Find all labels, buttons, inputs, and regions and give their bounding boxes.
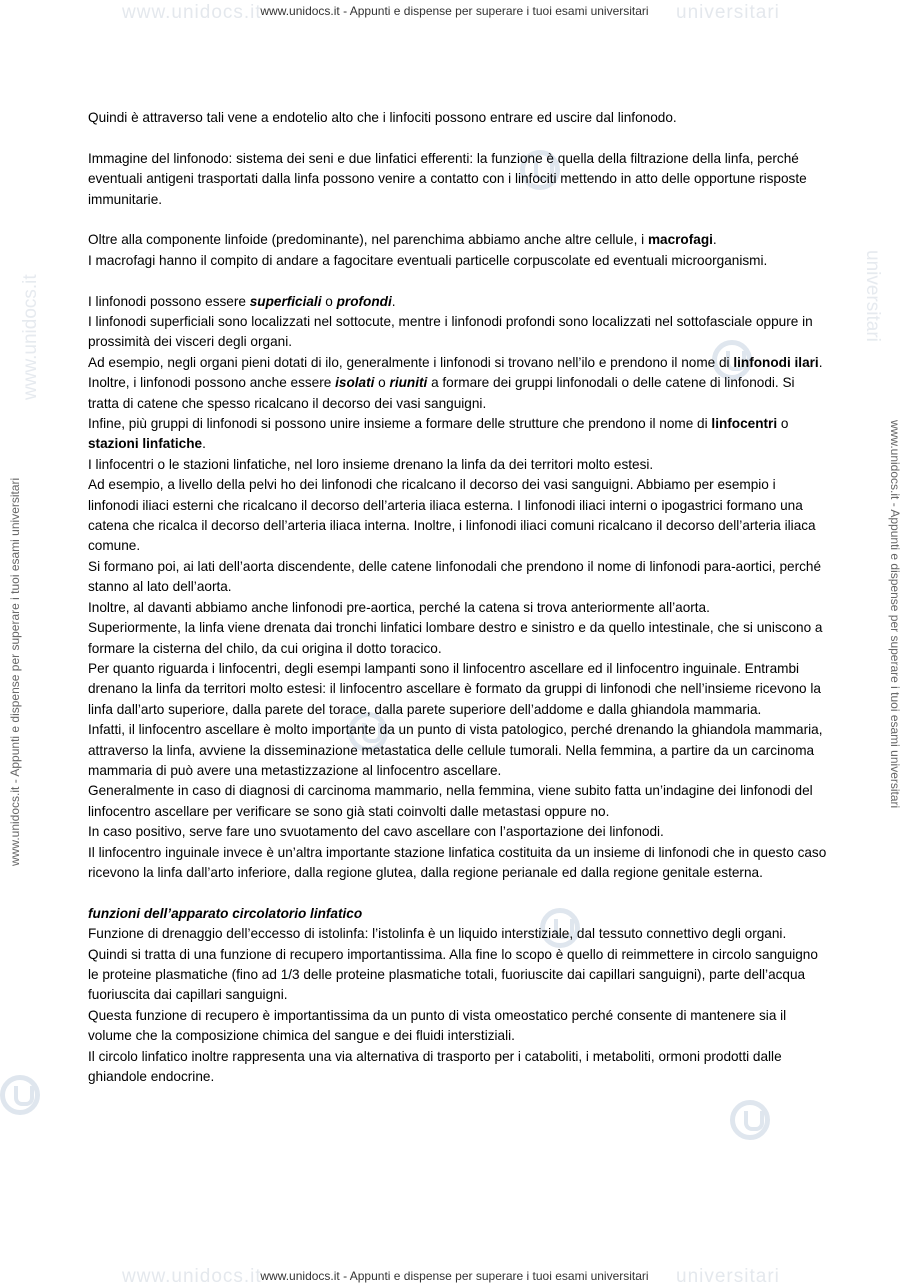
paragraph: Funzione di drenaggio dell’eccesso di istolinfa: l’istolinfa è un liquido interstiziale, dal tessuto connettivo degli organi. Quindi si tratta di una funzione di recupero importantissima. Alla fine lo scopo è quello di reimmettere in circolo sanguigno le proteine plasmatiche (fino ad 1/3 delle proteine plasmatiche totali, fuoriuscite dai capillari sanguigni), parte dell’acqua fuoriuscita dai capillari sanguigni. <box>88 926 818 1003</box>
side-banner-left: www.unidocs.it - Appunti e dispense per superare i tuoi esami universitari <box>8 477 22 866</box>
paragraph: I linfocentri o le stazioni linfatiche, nel loro insieme drenano la linfa da dei territori molto estesi. <box>88 456 654 472</box>
paragraph: Ad esempio, a livello della pelvi ho dei linfonodi che ricalcano il decorso dei vasi sanguigni. Abbiamo per esempio i linfonodi iliaci esterni che ricalcano il decorso dell’arteria iliaca esterna. I linfonodi iliaci interni o ipogastrici formano una catena che ricalca il decorso dell’arteria iliaca interna. Inoltre, i linfonodi iliaci comuni ricalcano il decorso dell’arteria iliaca comune. <box>88 477 816 554</box>
document-body <box>88 108 828 1087</box>
section-heading: funzioni dell’apparato circolatorio linfatico <box>88 905 363 921</box>
paragraph: I linfonodi possono essere superficiali o profondi. <box>88 293 396 309</box>
watermark-ghost-header-left: www.unidocs.it <box>122 2 262 23</box>
paragraph: Inoltre, al davanti abbiamo anche linfonodi pre-aortica, perché la catena si trova anteriormente all’aorta. <box>88 599 710 615</box>
watermark-ghost-footer-left: www.unidocs.it <box>122 1266 262 1287</box>
paragraph: Ad esempio, negli organi pieni dotati di ilo, generalmente i linfonodi si trovano nell’ilo e prendono il nome di linfonodi ilari. <box>88 354 823 370</box>
paragraph: Immagine del linfonodo: sistema dei seni e due linfatici efferenti: la funzione è quella della filtrazione della linfa, perché eventuali antigeni trasportati dalla linfa possono venire a contatto con i linfociti mettendo in atto delle opportune risposte immunitarie. <box>88 150 807 207</box>
watermark-ghost-side-right: universitari <box>862 250 883 342</box>
watermark-logo-icon <box>730 1100 770 1140</box>
paragraph: Il circolo linfatico inoltre rappresenta una via alternativa di trasporto per i cataboliti, i metaboliti, ormoni prodotti dalle ghiandole endocrine. <box>88 1048 782 1085</box>
paragraph: Infatti, il linfocentro ascellare è molto importante da un punto di vista patologico, perché drenando la ghiandola mammaria, attraverso la linfa, avviene la disseminazione metastatica delle cellule tumorali. Nella femmina, a partire da un carcinoma mammaria di può avere una metastizzazione al linfocentro ascellare. <box>88 722 823 778</box>
paragraph: I linfonodi superficiali sono localizzati nel sottocute, mentre i linfonodi profondi sono localizzati nel sottofasciale oppure in prossimità dei visceri degli organi. <box>88 314 813 350</box>
watermark-ghost-footer-right: universitari <box>676 1266 780 1287</box>
side-banner-right: www.unidocs.it - Appunti e dispense per superare i tuoi esami universitari <box>888 420 902 809</box>
bold-term: stazioni linfatiche <box>88 436 203 452</box>
paragraph: Superiormente, la linfa viene drenata dai tronchi linfatici lombare destro e sinistro e da quello intestinale, che si uniscono a formare la cisterna del chilo, da cui origina il dotto toracico. <box>88 620 823 656</box>
watermark-ghost-side-left: www.unidocs.it <box>20 274 41 400</box>
paragraph: Inoltre, i linfonodi possono anche essere isolati o riuniti a formare dei gruppi linfonodali o delle catene di linfonodi. Si tratta di catene che spesso ricalcano il decorso dei vasi sanguigni. <box>88 375 795 411</box>
paragraph: Questa funzione di recupero è importantissima da un punto di vista omeostatico perché consente di mantenere sia il volume che la composizione chimica del sangue e dei fluidi interstiziali. <box>88 1007 787 1044</box>
footer-banner: www.unidocs.it - Appunti e dispense per superare i tuoi esami universitari <box>260 1269 649 1283</box>
emphasis-term: profondi <box>336 293 392 309</box>
paragraph: Generalmente in caso di diagnosi di carcinoma mammario, nella femmina, viene subito fatta un’indagine dei linfonodi del linfocentro ascellare per verificare se sono già stati coinvolti dalle metastasi oppure no. <box>88 783 813 819</box>
watermark-logo-icon <box>0 1075 40 1115</box>
bold-term: linfocentri <box>711 416 778 432</box>
paragraph: Si formano poi, ai lati dell’aorta discendente, delle catene linfonodali che prendono il nome di linfonodi para-aortici, perché stanno al lato dell’aorta. <box>88 558 822 595</box>
header-banner: www.unidocs.it - Appunti e dispense per superare i tuoi esami universitari <box>260 4 649 18</box>
emphasis-term: isolati <box>335 375 375 391</box>
bold-term: macrofagi <box>647 232 713 248</box>
watermark-ghost-header-right: universitari <box>676 2 780 23</box>
paragraph: Quindi è attraverso tali vene a endotelio alto che i linfociti possono entrare ed uscire dal linfonodo. <box>88 110 677 125</box>
emphasis-term: riuniti <box>389 375 428 391</box>
paragraph: Infine, più gruppi di linfonodi si possono unire insieme a formare delle strutture che prendono il nome di linfocentri o stazioni linfatiche. <box>88 416 789 452</box>
paragraph: Per quanto riguarda i linfocentri, degli esempi lampanti sono il linfocentro ascellare ed il linfocentro inguinale. Entrambi drenano la linfa da territori molto estesi: il linfocentro ascellare è formato da gruppi di linfonodi che nell’insieme ricevono la linfa dall’arto superiore, dalla parete del torace, dalla parete superiore dell’addome e dalla ghiandola mammaria. <box>88 660 821 717</box>
bold-term: linfonodi ilari <box>733 354 819 370</box>
paragraph: In caso positivo, serve fare uno svuotamento del cavo ascellare con l’asportazione dei linfonodi. <box>88 824 664 840</box>
paragraph: Il linfocentro inguinale invece è un’altra importante stazione linfatica costituita da un insieme di linfonodi che in questo caso ricevono la linfa dall’arto inferiore, dalla regione glutea, dalla regione perianale ed dalla regione genitale esterna. <box>88 844 827 880</box>
paragraph: Oltre alla componente linfoide (predominante), nel parenchima abbiamo anche altre cellule, i macrofagi. <box>88 232 717 248</box>
emphasis-term: superficiali <box>249 293 322 309</box>
paragraph: I macrofagi hanno il compito di andare a fagocitare eventuali particelle corpuscolate ed eventuali microorganismi. <box>88 252 768 268</box>
